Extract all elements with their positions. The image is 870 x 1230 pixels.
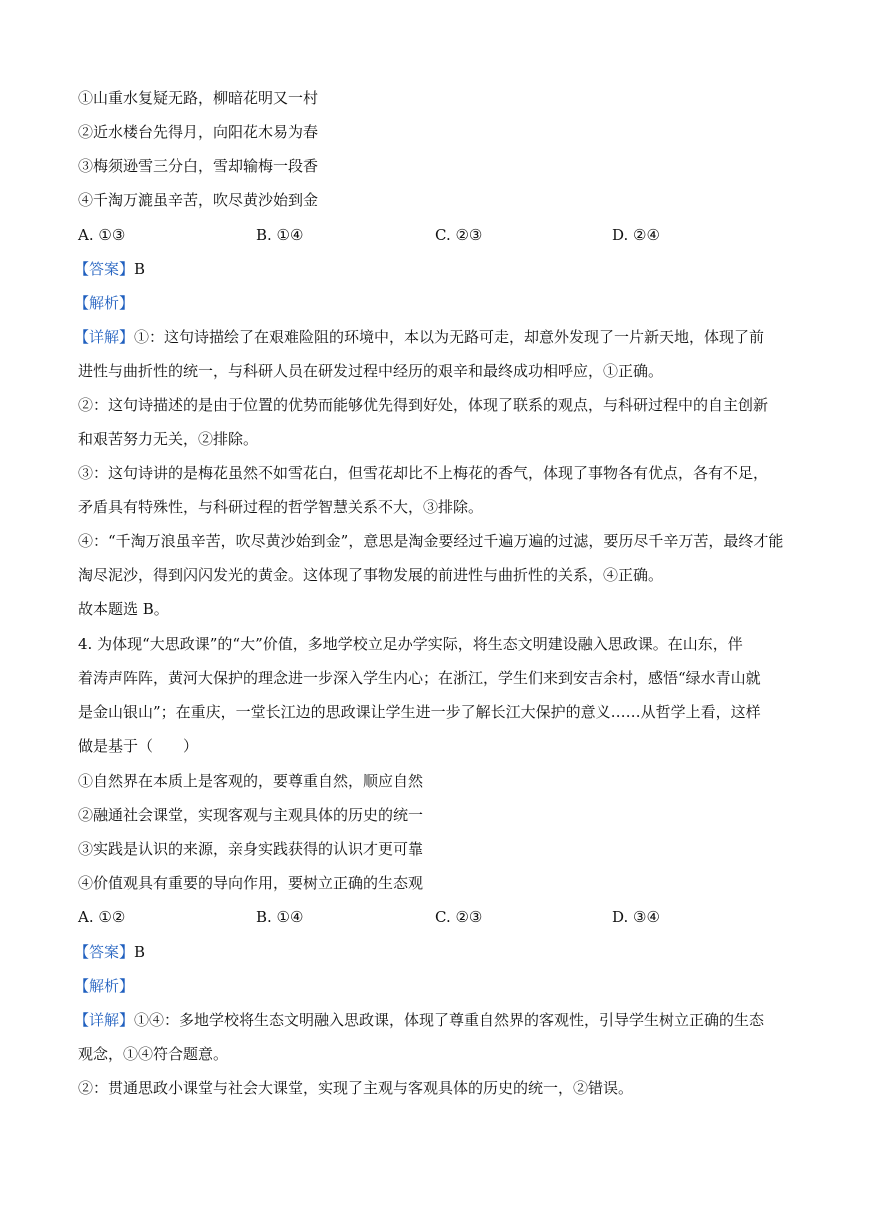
q3-choice-c: C. ②③ [435,226,483,244]
q4-stem-line-3: 是金山银山”；在重庆，一堂长江边的思政课让学生进一步了解长江大保护的意义……从哲学上看，这样 [78,703,761,721]
q3-detail-line-3: ②：这句诗描述的是由于位置的优势而能够优先得到好处，体现了联系的观点，与科研过程中的自主创新 [78,396,769,414]
q3-detail-line-2: 进性与曲折性的统一，与科研人员在研发过程中经历的艰辛和最终成功相呼应，①正确。 [78,362,664,380]
q4-choices [78,907,798,927]
q4-detail-line-2: 观念，①④符合题意。 [78,1045,229,1063]
q4-stem-line-4: 做是基于（ ） [78,737,199,755]
q3-analysis-tag: 【解析】 [74,294,135,312]
q4-option-3: ③实践是认识的来源，亲身实践获得的认识才更可靠 [78,840,424,858]
q3-option-2: ②近水楼台先得月，向阳花木易为春 [78,123,319,141]
q4-detail-line-1 [74,1010,764,1030]
q3-conclusion: 故本题选 B。 [78,600,169,618]
q4-option-2: ②融通社会课堂，实现客观与主观具体的历史的统一 [78,806,424,824]
q4-answer-value: B [134,943,146,961]
q4-answer [74,942,145,962]
q3-detail-tag: 【详解】 [74,328,135,346]
q3-choices [78,225,798,245]
q4-detail-text-1: ①④：多地学校将生态文明融入思政课，体现了尊重自然界的客观性，引导学生树立正确的生态 [134,1011,765,1029]
q3-detail-line-4: 和艰苦努力无关，②排除。 [78,430,259,448]
q4-answer-tag: 【答案】 [74,943,135,961]
q4-choice-d: D. ③④ [612,908,660,926]
q3-detail-line-8: 淘尽泥沙，得到闪闪发光的黄金。这体现了事物发展的前进性与曲折性的关系，④正确。 [78,566,664,584]
q3-choice-b: B. ①④ [256,226,304,244]
q4-choice-c: C. ②③ [435,908,483,926]
q4-detail-tag: 【详解】 [74,1011,135,1029]
q4-analysis [74,976,134,996]
q3-detail-line-1 [74,327,764,347]
q4-analysis-tag: 【解析】 [74,977,135,995]
q3-detail-line-6: 矛盾具有特殊性，与科研过程的哲学智慧关系不大，③排除。 [78,498,484,516]
q3-answer-tag: 【答案】 [74,260,135,278]
q3-answer-value: B [134,260,146,278]
q4-stem-line-1: 4. 为体现“大思政课”的“大”价值，多地学校立足办学实际，将生态文明建设融入思政课。在山东，伴 [78,635,743,653]
q4-stem-line-2: 着涛声阵阵，黄河大保护的理念进一步深入学生内心；在浙江，学生们来到安吉余村，感悟“绿水青山就 [78,669,761,687]
q3-choice-d: D. ②④ [612,226,660,244]
q3-detail-text-1: ①：这句诗描绘了在艰难险阻的环境中，本以为无路可走，却意外发现了一片新天地，体现了前 [134,328,765,346]
q4-choice-b: B. ①④ [256,908,304,926]
q4-option-4: ④价值观具有重要的导向作用，要树立正确的生态观 [78,874,424,892]
q4-option-1: ①自然界在本质上是客观的，要尊重自然，顺应自然 [78,772,424,790]
q3-detail-line-5: ③：这句诗讲的是梅花虽然不如雪花白，但雪花却比不上梅花的香气，体现了事物各有优点，各有不足， [78,464,769,482]
q4-choice-a: A. ①② [78,908,126,926]
q3-choice-a: A. ①③ [78,226,126,244]
q3-option-4: ④千淘万漉虽辛苦，吹尽黄沙始到金 [78,191,319,209]
q3-answer [74,259,145,279]
q3-analysis [74,293,134,313]
q3-option-1: ①山重水复疑无路，柳暗花明又一村 [78,89,319,107]
q3-detail-line-7: ④：“千淘万浪虽辛苦，吹尽黄沙始到金”，意思是淘金要经过千遍万遍的过滤，要历尽千辛万苦，最终才能 [78,532,784,550]
q4-detail-line-3: ②：贯通思政小课堂与社会大课堂，实现了主观与客观具体的历史的统一，②错误。 [78,1079,634,1097]
q3-option-3: ③梅须逊雪三分白，雪却输梅一段香 [78,157,319,175]
